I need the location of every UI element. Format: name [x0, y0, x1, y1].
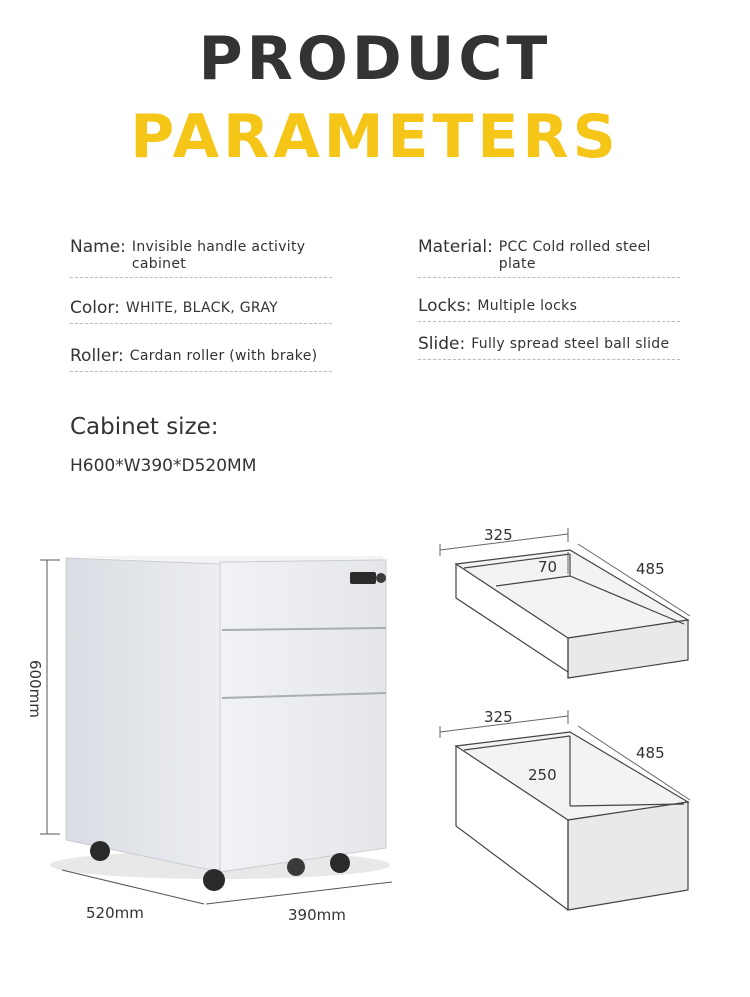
title-line-2: PARAMETERS [130, 102, 620, 172]
drawer-small-height: 70 [538, 558, 558, 576]
param-locks [418, 295, 680, 322]
drawer-large-height: 250 [528, 766, 557, 784]
caster-wheel-icon [90, 841, 110, 861]
param-label: Slide: [418, 334, 466, 354]
cabinet-size-label: Cabinet size: [70, 414, 219, 440]
drawer-small-depth: 485 [636, 560, 665, 578]
cabinet-side-panel [66, 558, 220, 872]
caster-wheel-icon [203, 869, 225, 891]
title-line-1: PRODUCT [198, 24, 552, 94]
cabinet-front-panel [220, 560, 386, 872]
param-roller [70, 345, 332, 372]
param-name [70, 236, 332, 278]
drawer-small-width: 325 [484, 526, 513, 544]
param-value: Invisible handle activity cabinet [131, 239, 306, 272]
width-dimension-line [206, 882, 392, 904]
param-label: Name: [70, 237, 126, 257]
param-value: WHITE, BLACK, GRAY [125, 300, 278, 316]
height-dimension-label: 600mm [26, 660, 44, 718]
combination-lock-icon [350, 572, 376, 584]
drawer-large-illustration [420, 700, 720, 930]
param-slide [418, 333, 680, 360]
param-label: Color: [70, 298, 120, 318]
cabinet-size-value: H600*W390*D520MM [70, 456, 257, 476]
width-dimension-label: 390mm [288, 906, 346, 924]
drawer-large-width: 325 [484, 708, 513, 726]
drawer-small-illustration [420, 520, 720, 690]
param-value: PCC Cold rolled steel plate [498, 239, 651, 272]
param-color [70, 297, 332, 324]
depth-dimension-label: 520mm [86, 904, 144, 922]
cabinet-illustration [0, 530, 420, 950]
param-value: Cardan roller (with brake) [129, 348, 318, 364]
caster-wheel-icon [287, 858, 305, 876]
lock-knob-icon [376, 573, 386, 583]
param-value: Fully spread steel ball slide [471, 336, 670, 352]
param-label: Material: [418, 237, 493, 257]
param-value: Multiple locks [477, 298, 578, 314]
param-material [418, 236, 680, 278]
param-label: Locks: [418, 296, 472, 316]
drawer-large-depth: 485 [636, 744, 665, 762]
caster-wheel-icon [330, 853, 350, 873]
param-label: Roller: [70, 346, 124, 366]
